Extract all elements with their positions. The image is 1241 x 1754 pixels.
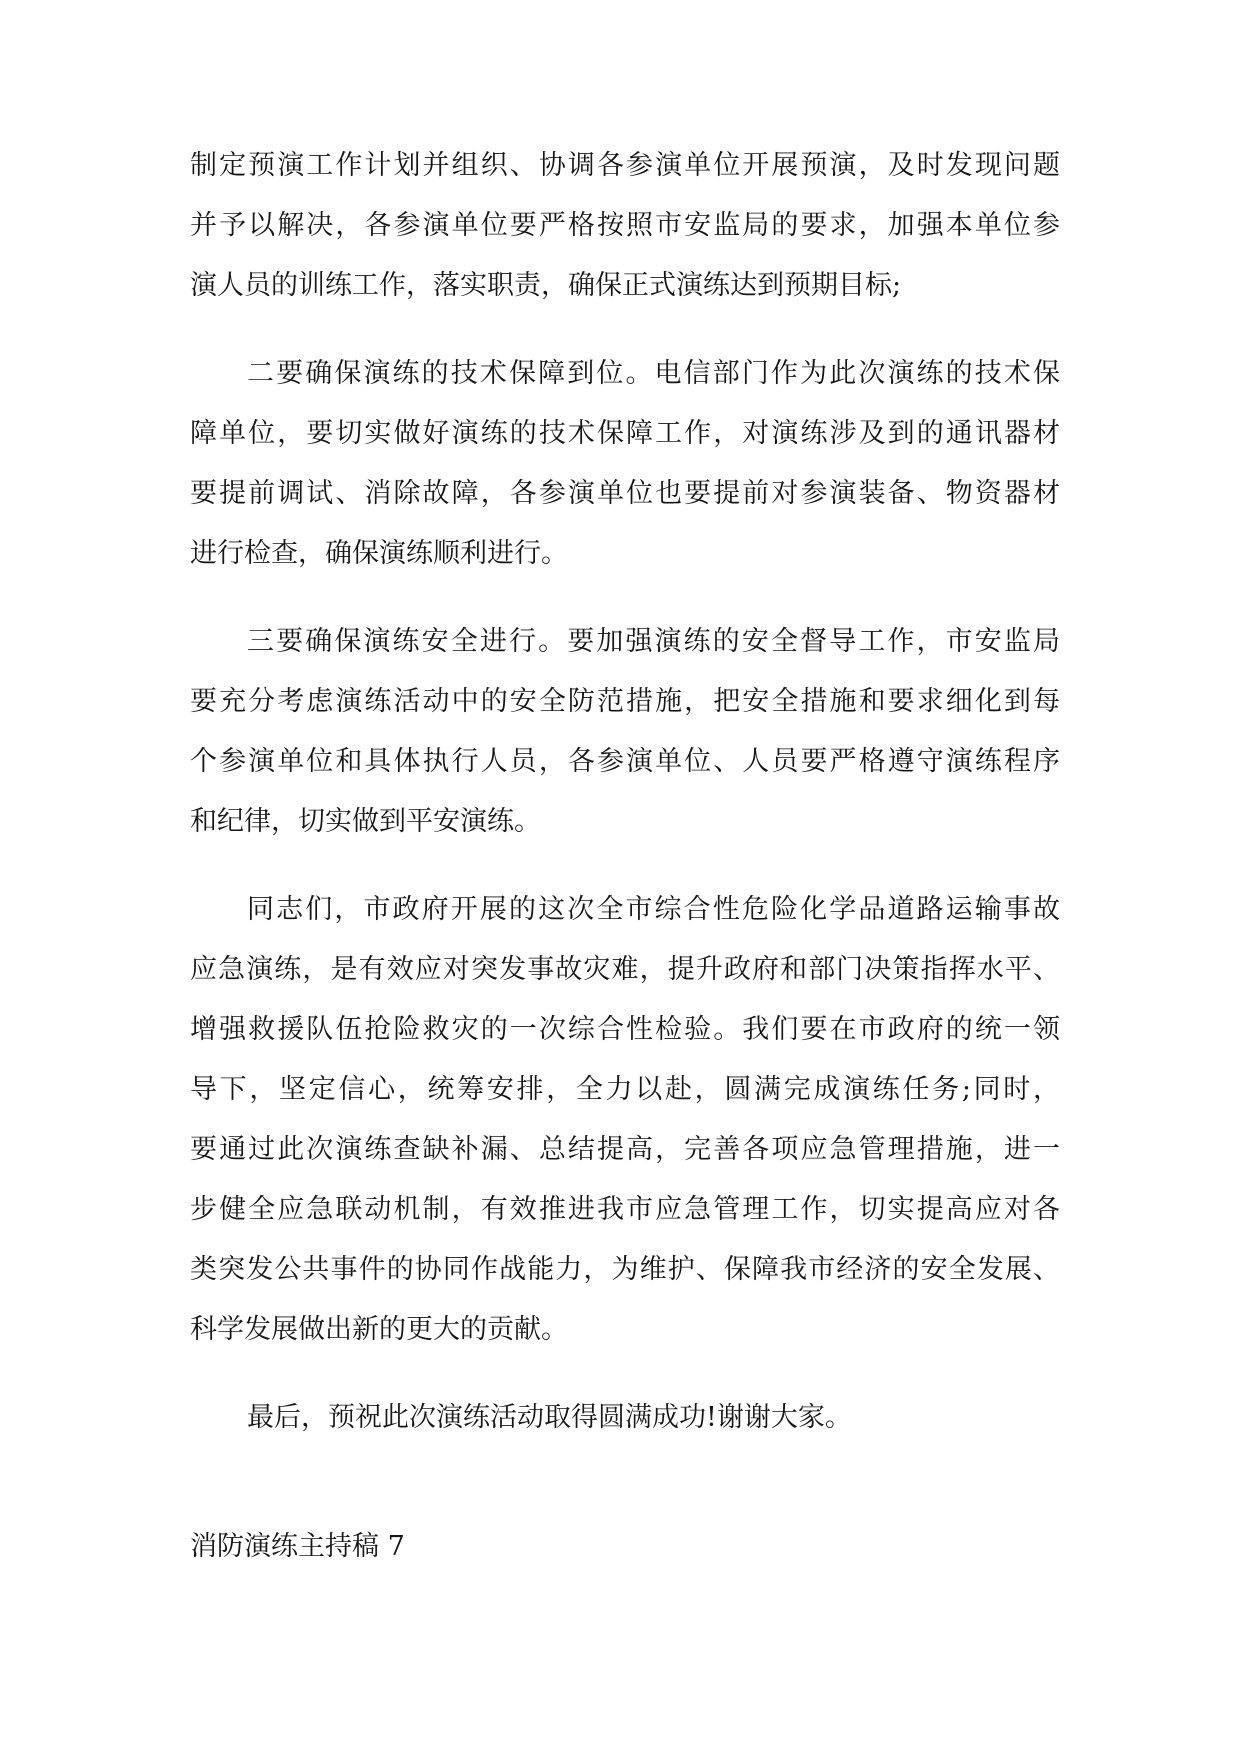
paragraph-3-line-1: 三要确保演练安全进行。要加强演练的安全督导工作，市安监局 <box>247 626 1060 657</box>
section-heading: 消防演练主持稿 7 <box>190 1531 405 1562</box>
paragraph-4-line-8: 科学发展做出新的更大的贡献。 <box>190 1314 568 1345</box>
paragraph-1-line-1: 制定预演工作计划并组织、协调各参演单位开展预演，及时发现问题 <box>190 150 1060 181</box>
paragraph-3-line-4: 和纪律，切实做到平安演练。 <box>190 806 541 837</box>
paragraph-4-line-7: 类突发公共事件的协同作战能力，为维护、保障我市经济的安全发展、 <box>190 1254 1060 1285</box>
paragraph-1-line-2: 并予以解决，各参演单位要严格按照市安监局的要求，加强本单位参 <box>190 210 1060 241</box>
paragraph-4-line-3: 增强救援队伍抢险救灾的一次综合性检验。我们要在市政府的统一领 <box>190 1014 1060 1045</box>
paragraph-2-line-3: 要提前调试、消除故障，各参演单位也要提前对参演装备、物资器材 <box>190 478 1060 509</box>
paragraph-2-line-4: 进行检查，确保演练顺利进行。 <box>190 538 568 569</box>
paragraph-4-line-1: 同志们，市政府开展的这次全市综合性危险化学品道路运输事故 <box>247 894 1060 925</box>
paragraph-2-line-2: 障单位，要切实做好演练的技术保障工作，对演练涉及到的通讯器材 <box>190 418 1060 449</box>
paragraph-4-line-6: 步健全应急联动机制，有效推进我市应急管理工作，切实提高应对各 <box>190 1194 1060 1225</box>
paragraph-2-line-1: 二要确保演练的技术保障到位。电信部门作为此次演练的技术保 <box>247 358 1060 389</box>
paragraph-1-line-3: 演人员的训练工作，落实职责，确保正式演练达到预期目标; <box>190 270 902 301</box>
paragraph-3-line-2: 要充分考虑演练活动中的安全防范措施，把安全措施和要求细化到每 <box>190 686 1060 717</box>
paragraph-4-line-4: 导下，坚定信心，统筹安排，全力以赴，圆满完成演练任务;同时， <box>190 1074 1060 1105</box>
paragraph-4-line-2: 应急演练，是有效应对突发事故灾难，提升政府和部门决策指挥水平、 <box>190 954 1060 985</box>
paragraph-4-line-5: 要通过此次演练查缺补漏、总结提高，完善各项应急管理措施，进一 <box>190 1134 1060 1165</box>
paragraph-5-line-1: 最后，预祝此次演练活动取得圆满成功!谢谢大家。 <box>247 1402 852 1433</box>
paragraph-3-line-3: 个参演单位和具体执行人员，各参演单位、人员要严格遵守演练程序 <box>190 746 1060 777</box>
